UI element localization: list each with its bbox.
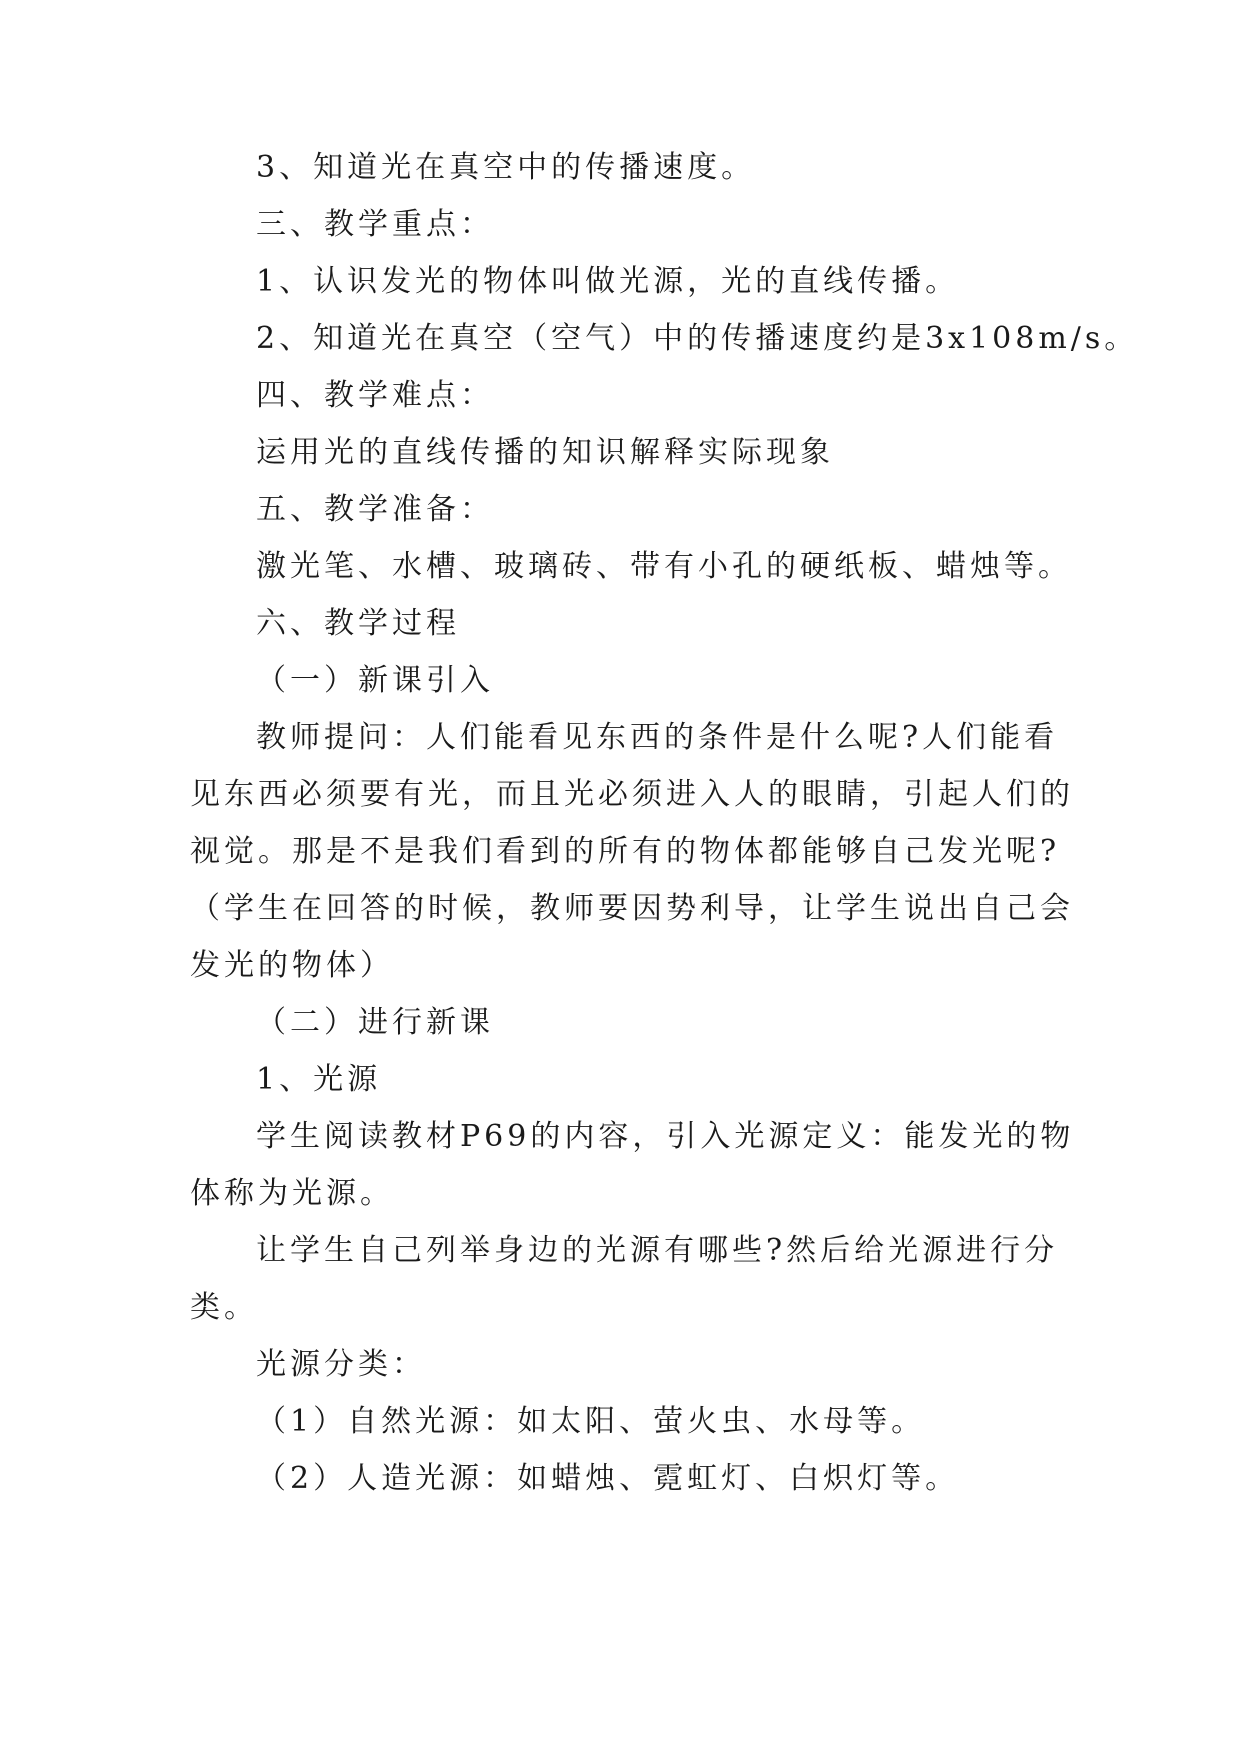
paragraph-line: 让学生自己列举身边的光源有哪些?然后给光源进行分: [256, 1233, 1059, 1268]
paragraph-line: 见东西必须要有光，而且光必须进入人的眼睛，引起人们的: [190, 777, 1074, 812]
paragraph-line: 学生阅读教材P69的内容，引入光源定义：能发光的物: [256, 1119, 1075, 1154]
difficulty-text: 运用光的直线传播的知识解释实际现象: [256, 435, 834, 470]
key-point-2: 2、知道光在真空（空气）中的传播速度约是3x108m/s。: [256, 321, 1139, 356]
classification-artificial: （2）人造光源：如蜡烛、霓虹灯、白炽灯等。: [256, 1461, 960, 1496]
heading-process: 六、教学过程: [256, 606, 460, 641]
classification-heading: 光源分类：: [256, 1347, 426, 1382]
classification-natural: （1）自然光源：如太阳、萤火虫、水母等。: [256, 1404, 926, 1439]
paragraph-line: 体称为光源。: [190, 1176, 394, 1211]
paragraph-line: 发光的物体）: [190, 948, 394, 983]
paragraph-line: 类。: [190, 1290, 258, 1325]
line-objective-3: 3、知道光在真空中的传播速度。: [256, 150, 756, 185]
key-point-1: 1、认识发光的物体叫做光源，光的直线传播。: [256, 264, 960, 299]
paragraph-line: （学生在回答的时候，教师要因势利导，让学生说出自己会: [190, 891, 1074, 926]
paragraph-line: 教师提问：人们能看见东西的条件是什么呢?人们能看: [256, 720, 1059, 755]
heading-preparation: 五、教学准备：: [256, 492, 494, 527]
section-light-source: 1、光源: [256, 1062, 382, 1097]
heading-difficulties: 四、教学难点：: [256, 378, 494, 413]
preparation-text: 激光笔、水槽、玻璃砖、带有小孔的硬纸板、蜡烛等。: [256, 549, 1072, 584]
subheading-new-lesson: （二）进行新课: [256, 1005, 494, 1040]
paragraph-line: 视觉。那是不是我们看到的所有的物体都能够自己发光呢?: [190, 834, 1061, 869]
subheading-intro: （一）新课引入: [256, 663, 494, 698]
heading-key-points: 三、教学重点：: [256, 207, 494, 242]
